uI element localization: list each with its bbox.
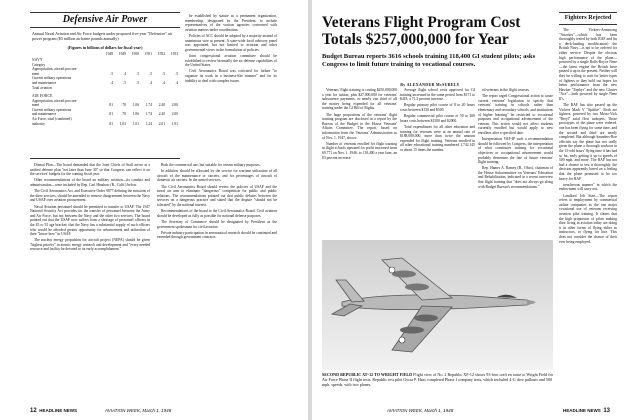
table-cell: 2.01: [158, 121, 165, 126]
air-force-rows: [32, 99, 178, 127]
box-title-rule: [30, 27, 180, 28]
footer-section: HEADLINE NEWS: [39, 408, 77, 413]
row-label: Appropriation, aircraft procure.: [32, 98, 78, 103]
left-column-c: [185, 14, 277, 160]
sidebar-column: [559, 28, 617, 406]
page-number: 13: [603, 408, 610, 414]
paragraph: Total expenditures for all other education and training for veterans were at an annual rate of $188,000,000, more than twice the amount expended for flight training. Veterans enrolled in all other educational training numbered 1,742,145 or about 15 times the number.: [400, 124, 475, 152]
right-footer-page: [563, 408, 610, 414]
row-label: Total aviation: [32, 85, 52, 90]
article-column-a: [322, 88, 397, 235]
year-cell: 1953: [170, 52, 178, 56]
table-cell: .4: [123, 71, 126, 76]
table-cell: 2.40: [158, 103, 165, 108]
table-cell: 1.06: [132, 103, 139, 108]
row-label: and maintenance: [32, 112, 57, 117]
photo-caption-body: Flight view of No. 2 Republic XF-12 shows 93-foot craft en route to Wright Field for Air Force Phase II flight tests. Republic test pilot Oscar P. Hass completed Phase I company tests, which included 4-G dive pullouts and 500 mph. speeds, with two planes.: [322, 372, 553, 387]
paragraph: The Civil Aeronautics Board should review the policies of USAF and the naval air arm to eliminate "dangerous" competition for public and public relations. The recommendations pointed out that public debates between the services on a dangerous practice and stated that the dispute "should not be tolerated" by the national interest.: [157, 184, 277, 207]
table-cell: 1.74: [145, 112, 152, 117]
year-cell: 1948: [105, 52, 113, 56]
table-cell: .5: [149, 71, 152, 76]
row-label: Appropriation, aircraft procure.: [32, 67, 78, 72]
left-column-b: [157, 163, 277, 406]
year-cell: 1949: [118, 52, 126, 56]
box-title: Defensive Air Power: [62, 14, 148, 25]
table-cell: .4: [110, 80, 113, 85]
sidebar-title-rule: [559, 24, 617, 25]
navy-header: NAVY: [32, 58, 43, 62]
table-row: [32, 86, 178, 91]
left-footer-magazine: AVIATION WEEK, March 1, 1948: [105, 408, 172, 413]
table-cell: [168, 86, 178, 91]
article-column-c: [478, 88, 553, 235]
row-label: and maintenance: [32, 80, 57, 85]
table-cell: .5: [136, 80, 139, 85]
table-cell: .4: [175, 80, 178, 85]
paragraph: The Secretary of Commerce should be designated by President as the government spokesman for civil aviation.: [157, 219, 277, 229]
paragraph: Other recommendations of the board on military aviation—its conduct and administration—were included by Rep. Carl Hinshaw (R., Calif.) below.: [30, 178, 150, 187]
air-force-table: [32, 94, 178, 126]
paragraph: The huge proportions of the veterans' flight training program are disclosed in a report by the Bureau of the Budget to the House Veterans' Affairs Committee. The report, based on information from the Veterans' Administration as of Nov. 1, 1947, shows:: [322, 112, 397, 140]
figure-caption: (Figures in billions of dollars for fiscal year): [67, 45, 143, 50]
paragraph: Policies of ACC should be adopted by a majority instead of unanimous vote at present. A state-wide local advisory panel was appointed, but not limited to aviation and other governmental views in the formulation of policies.: [185, 33, 277, 52]
row-label: Category: [32, 62, 46, 67]
paragraph: Average flight school costs approved for GI training increased in the same period from $171 to $418, a 71.3 percent increase.: [400, 88, 475, 102]
table-cell: 1.91: [171, 121, 178, 126]
paragraph: Interpretation VAF-IF such a recommendation should be followed by Congress, the interpretation of what constitutes training for vocational objectives or occupational advancement would probably determine the fate of future veterans' flight training.: [478, 137, 553, 165]
table-cell: .5: [136, 71, 139, 76]
table-cell: .4: [149, 80, 152, 85]
navy-table: [32, 58, 178, 90]
table-cell: 1.03: [119, 121, 126, 126]
photo-caption-title: SECOND REPUBLIC XF-12 TO WRIGHT FIELD: [322, 372, 413, 377]
year-cell: 1952: [157, 52, 165, 56]
table-cell: [129, 86, 139, 91]
paragraph: Number of veterans enrolled for flight training in flight schools operated for profit increased from 69,771 on Nov. 1, 1946, to 118,400 a year later, an 83 percent increase.: [322, 141, 397, 160]
article-column-b: [400, 88, 475, 235]
paragraph: The RAF has also passed up the Vickers Mark V "Spitfire". Both are fighters, powered by two Metro-Vick "Beryl" axial flow turbojets. Those prototypes of the plane were ordered, one has been flying for some time, and the second and third are nearly completed. But although Saunders-Roe officials say the plane has not really given the plane a thorough workout in the 15-odd hours' flying time it has had so far, early getting it up to speeds of 500 mph. and more. The RAF has not had a chance to test it thoroughly, the decision apparently based on a feeling that the plane promised to be too heavy for RAF: [559, 103, 617, 181]
table-cell: .5: [123, 80, 126, 85]
photo-caption: [322, 372, 553, 387]
footer-section: HEADLINE NEWS: [563, 408, 601, 413]
paragraph: Dismal Plan—The board demanded that the Joint Chiefs of Staff arrive at a unified defense plan "not later than June 30" so that Congress can reflect it on the services' budgets for the coming fiscal year.: [30, 163, 150, 177]
table-cell: [103, 86, 113, 91]
right-footer-magazine: AVIATION WEEK, March 1, 1948: [387, 408, 454, 413]
row-label: Current military operations: [32, 76, 72, 81]
paragraph: Naval Aviation personnel should be permitted to transfer to USAF. The 1947 National Security Act provides for the transfer of personnel between the Army and Air Force, but not between the Navy and the other two services. The board pointed out that the USAF now suffers from a shortage of personnel officers in the 45 to 55 age bracket; that the Navy has a substantial supply of such officers who would be afforded greater opportunity for advancement and utilization of their "know-how" in USAF.: [30, 204, 150, 237]
table-cell: 2.40: [158, 112, 165, 117]
left-page: [0, 0, 308, 420]
table-cell: .5: [110, 71, 113, 76]
paragraph: Regular commercial pilot course of 50 to 200 hours costs between $1500 and $2000.: [400, 114, 475, 123]
table-cell: .70: [121, 112, 126, 117]
table-cell: .81: [108, 103, 113, 108]
paragraph: be established by statute as a permanent organization, membership, designated by the President, to include representatives of the various agencies concerned with aviation matters under coordination.: [185, 14, 277, 32]
year-header-row: [32, 52, 178, 56]
paragraph: Landlord Job Start—The report refers to employment by commercial airline companies as the one major vocational use of veterans receiving aviation pilot training. It claims that the high proportion of pilots making their living in aviation today are doing it in other forms of flying either as instructors, or flying for hire. This does not consider the chance of their ever being employed.: [559, 193, 617, 244]
box-bottom-rule: [30, 158, 180, 159]
navy-rows: [32, 63, 178, 91]
paragraph: ed veterans in the flight courses.: [482, 88, 530, 92]
left-footer-page: [30, 408, 77, 414]
paragraph: The nuclear energy propulsion for aircraft project (NEPA) should be given "highest priority" in atomic energy research and development and "every needed resource and facility be devoted to its early accomplishment.": [30, 238, 150, 252]
row-label: Air Force, total (combined): [32, 116, 72, 121]
paragraph: The Civil Aeronautics Act, and Executive Order 9877 defining the missions of the three services, should be amended to remove disagreement between the Navy and USAF over aviation procurement.: [30, 189, 150, 203]
table-cell: [116, 86, 126, 91]
deck: Budget Bureau reports 3616 schools training 118,400 GI student pilots; asks Congress to limit future training to vocational courses.: [322, 53, 536, 68]
row-label: ment: [32, 71, 40, 76]
year-cell: 1951: [144, 52, 152, 56]
table-cell: 1.06: [132, 112, 139, 117]
year-cell: 1950: [131, 52, 139, 56]
row-label: Current military operations: [32, 107, 72, 112]
table-cell: .4: [162, 80, 165, 85]
table-cell: 2.00: [171, 103, 178, 108]
table-cell: [142, 86, 152, 91]
paragraph: In addition, should be allocated by the service for wartime utilization of all aircraft of the maintenance or carriers, and for percentages of aircraft of domestic air carriers. In the armed services.: [157, 169, 277, 183]
box-top-rule: [30, 12, 180, 13]
table-cell: 1.01: [132, 121, 139, 126]
paragraph: Private industry participation in aeronautical research should be continued and extended through government contracts.: [157, 230, 277, 240]
left-column-a: [30, 163, 150, 406]
sidebar-top-rule: [559, 12, 617, 13]
paragraph: Both the commercial use, but suitable for certain military purposes.: [161, 163, 261, 167]
table-cell: [155, 86, 165, 91]
page-number: 12: [30, 408, 37, 414]
table-cell: .5: [162, 71, 165, 76]
table-cell: 1.74: [145, 103, 152, 108]
paragraph: The Vickers-Armstrong "Attacker"—which has been thoroughly tested by both RAF and (in a deck-landing modification) the British Navy—is not to be ordered for either service. Despite the obvious high performance of the plane—powered by a single Rolls-Royce Nene—the latest engine the British have passed it up in the present. Neither will they be willing to wait for better types of fighters or they hold out hopes for better performance from the new Hawker "Zephyr" and the new Gloster "Ace"—both powered by single Nene II's.: [559, 28, 617, 101]
box-intro: Annual Naval Aviation and Air Force budgets under proposed five-year "Defensive" air power program ($5 million airframe pounds annually): [32, 31, 173, 41]
air-force-header: AIR FORCE: [32, 94, 53, 98]
paragraph: Civil Aeronautics Board was criticized for failure "to organize its work in a business-like manner" and for its inability to deal with complex issues.: [185, 69, 277, 83]
table-cell: .81: [108, 112, 113, 117]
table-cell: 2.00: [171, 112, 178, 117]
table-cell: .81: [108, 121, 113, 126]
headline: Veterans Flight Program Cost Totals $257,000,000 for Year: [322, 14, 521, 48]
table-cell: .5: [175, 71, 178, 76]
sidebar-title: Fighters Rejected: [564, 14, 612, 21]
xf12-aircraft-image: [322, 240, 553, 370]
paragraph: Regular primary pilot course of 8 to 20 hours costs between $150 and $500.: [400, 103, 475, 112]
row-label: ment: [32, 103, 40, 108]
paragraph: Veterans' flight training is costing $250,000,000 a year for tuition, plus $27,000,000 for veterans' subsistence payments, or nearly one third of all the money being expended for all veterans' training under the GI Bill of Rights.: [322, 88, 397, 111]
paragraph: The report urged Congressional action to cause current veterans' legislation to specify that veterans' training in schools rather than elementary and secondary schools, and institutions of higher learning" be restricted to vocational purposes and occupational advancement of the veteran. This action would not affect students currently enrolled but would apply to new enrollees after a specified date.: [478, 94, 553, 135]
paragraph: Joint congressional aviation committee should be established to review biennially the air defense capabilities of the United States.: [185, 53, 277, 68]
paragraph: Rep. Hamer A. Ramey (R., Ohio), chairman of the House Subcommittee on Veterans' Education and Rehabilitation, indicated in a recent interview that flight training that "does not always go along with Budget Bureau's recommendations.": [478, 166, 553, 189]
paragraph: treacherous manner" in which the endowment will carry out.: [559, 182, 617, 192]
row-label: authority: [32, 121, 45, 126]
byline: By ALEXANDER McSURELY: [400, 82, 460, 87]
table-cell: .70: [121, 103, 126, 108]
paragraph: Recommendations of the board to the Civil Aeronautics Board: Civil aviation should be developed as fully as possible for national defense purposes.: [157, 209, 277, 218]
right-page: [312, 0, 624, 420]
aircraft-photo: [322, 240, 553, 370]
table-cell: 1.24: [145, 121, 152, 126]
table-row: [32, 122, 178, 127]
